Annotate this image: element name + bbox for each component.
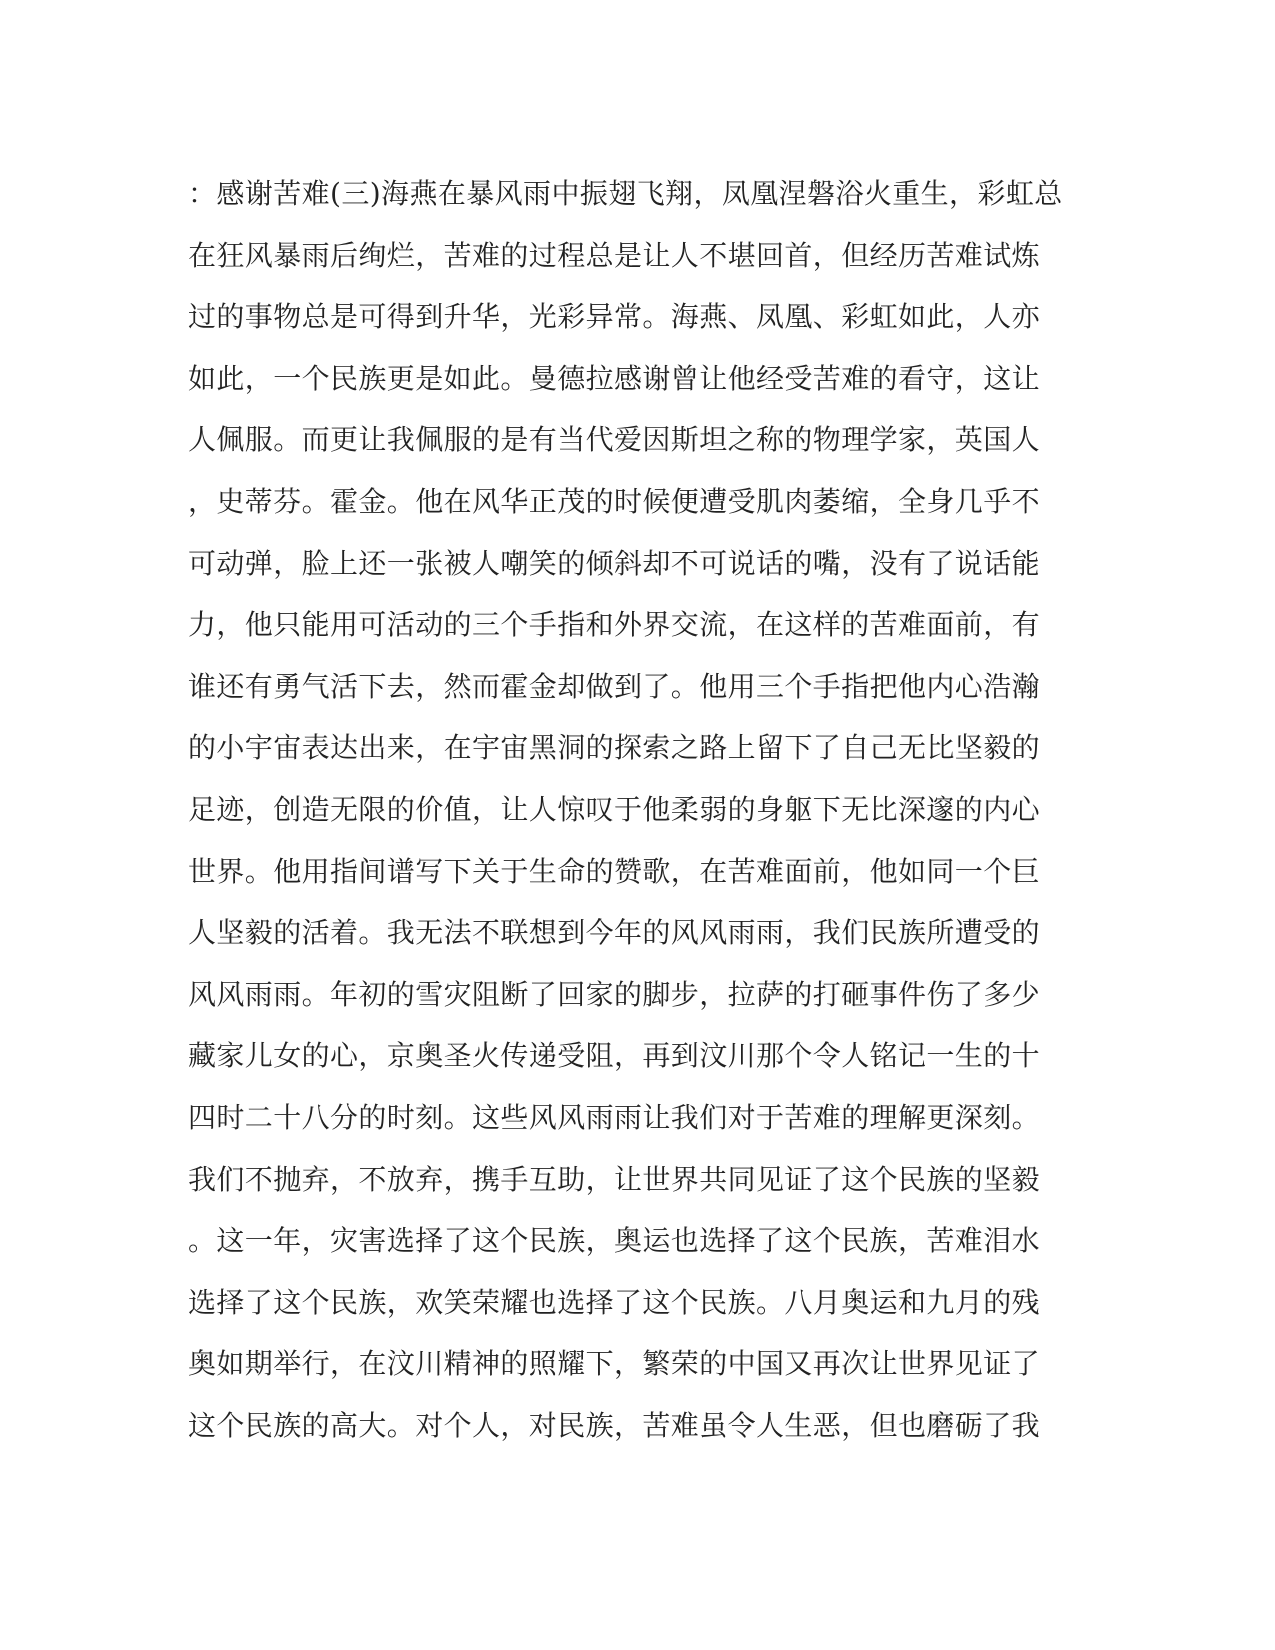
text-line-18: 。这一年，灾害选择了这个民族，奥运也选择了这个民族，苦难泪水 [188,1224,1041,1258]
text-line-8: 力，他只能用可活动的三个手指和外界交流，在这样的苦难面前，有 [188,608,1041,642]
text-line-20: 奥如期举行，在汶川精神的照耀下，繁荣的中国又再次让世界见证了 [188,1347,1041,1381]
text-line-21: 这个民族的高大。对个人，对民族，苦难虽令人生恶，但也磨砺了我 [188,1408,1041,1442]
essay-body [188,163,1088,1456]
text-line-19: 选择了这个民族，欢笑荣耀也选择了这个民族。八月奥运和九月的残 [188,1285,1041,1319]
text-line-2: 在狂风暴雨后绚烂，苦难的过程总是让人不堪回首，但经历苦难试炼 [188,238,1041,272]
text-line-1: ：感谢苦难(三)海燕在暴风雨中振翅飞翔，凤凰涅磐浴火重生，彩虹总 [188,177,1063,210]
text-line-7: 可动弹，脸上还一张被人嘲笑的倾斜却不可说话的嘴，没有了说话能 [188,546,1041,580]
text-line-12: 世界。他用指间谱写下关于生命的赞歌，在苦难面前，他如同一个巨 [188,854,1041,888]
text-line-6: ，史蒂芬。霍金。他在风华正茂的时候便遭受肌肉萎缩，全身几乎不 [188,484,1041,518]
text-line-16: 四时二十八分的时刻。这些风风雨雨让我们对于苦难的理解更深刻。 [188,1100,1041,1134]
text-line-13: 人坚毅的活着。我无法不联想到今年的风风雨雨，我们民族所遭受的 [188,916,1041,950]
text-line-17: 我们不抛弃，不放弃，携手互助，让世界共同见证了这个民族的坚毅 [188,1162,1041,1196]
text-line-4: 如此，一个民族更是如此。曼德拉感谢曾让他经受苦难的看守，这让 [188,361,1041,395]
text-line-5: 人佩服。而更让我佩服的是有当代爱因斯坦之称的物理学家，英国人 [188,423,1041,457]
text-line-3: 过的事物总是可得到升华，光彩异常。海燕、凤凰、彩虹如此，人亦 [188,300,1041,334]
text-line-9: 谁还有勇气活下去，然而霍金却做到了。他用三个手指把他内心浩瀚 [188,669,1041,703]
text-line-10: 的小宇宙表达出来，在宇宙黑洞的探索之路上留下了自己无比坚毅的 [188,731,1041,765]
text-line-14: 风风雨雨。年初的雪灾阻断了回家的脚步，拉萨的打砸事件伤了多少 [188,977,1041,1011]
text-line-15: 藏家儿女的心，京奥圣火传递受阻，再到汶川那个令人铭记一生的十 [188,1039,1041,1073]
text-line-11: 足迹，创造无限的价值，让人惊叹于他柔弱的身躯下无比深邃的内心 [188,792,1041,826]
